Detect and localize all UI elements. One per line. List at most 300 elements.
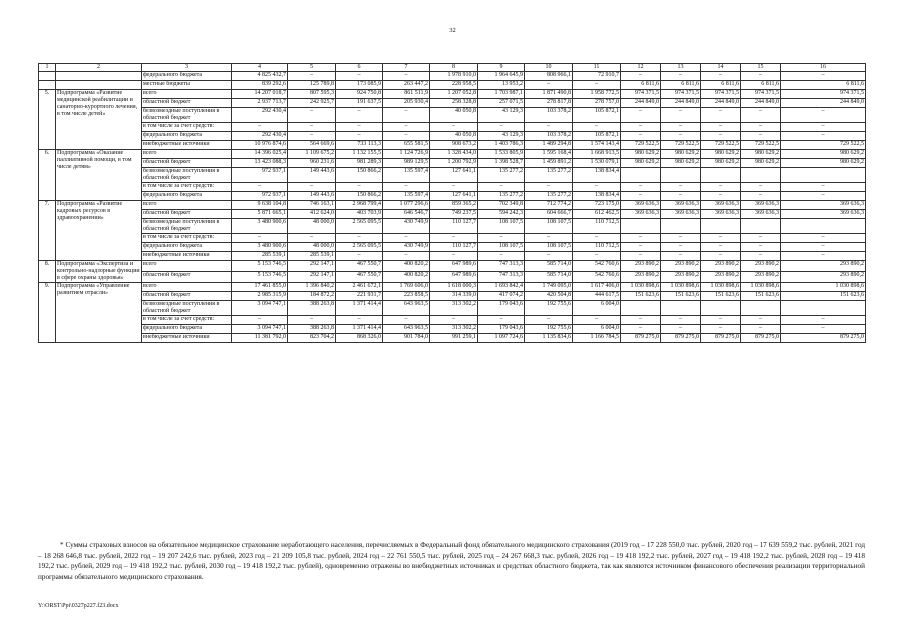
value-cell: 868 326,0 — [336, 334, 383, 343]
value-cell: 564 669,6 — [288, 141, 336, 150]
value-cell: – — [661, 132, 701, 141]
value-cell: 110 127,7 — [430, 219, 478, 234]
value-cell: – — [621, 123, 661, 132]
column-number: 11 — [573, 64, 621, 72]
value-cell: 135 597,4 — [383, 168, 430, 183]
value-cell: – — [573, 81, 621, 90]
value-cell: 369 636,3 — [661, 210, 701, 219]
value-cell: – — [430, 123, 478, 132]
value-cell: 723 175,0 — [573, 201, 621, 210]
value-cell: – — [621, 183, 661, 192]
value-cell: – — [701, 123, 741, 132]
value-cell: 369 636,3 — [741, 201, 781, 210]
subprogram-name-cell: Подпрограмма «Управление развитием отрасли» — [56, 283, 142, 343]
value-cell: – — [288, 72, 336, 81]
value-cell: 612 462,5 — [573, 210, 621, 219]
value-cell: 1 693 842,4 — [478, 283, 525, 292]
value-cell: 1 749 095,0 — [525, 283, 573, 292]
value-cell: 980 629,2 — [661, 150, 701, 159]
value-cell: 974 371,5 — [701, 90, 741, 99]
value-cell: 1 574 143,4 — [573, 141, 621, 150]
value-cell: 879 275,0 — [661, 334, 701, 343]
value-cell: 1 124 726,9 — [383, 150, 430, 159]
value-cell: 981 289,3 — [336, 159, 383, 168]
source-cell: федерального бюджета — [142, 132, 232, 141]
column-number: 10 — [525, 64, 573, 72]
value-cell: 980 629,2 — [781, 150, 866, 159]
value-cell: – — [336, 108, 383, 123]
value-cell: 125 789,8 — [288, 81, 336, 90]
value-cell: – — [701, 234, 741, 243]
value-cell: 293 890,2 — [781, 272, 866, 283]
value-cell: 747 313,3 — [478, 261, 525, 272]
value-cell: 285 539,1 — [288, 252, 336, 261]
value-cell: 9 638 104,8 — [232, 201, 288, 210]
value-cell: – — [661, 252, 701, 261]
value-cell: 293 890,2 — [701, 272, 741, 283]
value-cell: 879 275,0 — [781, 334, 866, 343]
value-cell: 108 107,5 — [478, 219, 525, 234]
value-cell: 205 930,4 — [383, 99, 430, 108]
subprogram-name-cell — [56, 81, 142, 90]
table-row — [39, 81, 866, 90]
row-number-cell: 6. — [39, 150, 56, 201]
value-cell: 444 617,5 — [573, 292, 621, 301]
value-cell: 729 522,5 — [781, 141, 866, 150]
value-cell: 749 237,5 — [430, 210, 478, 219]
value-cell: – — [336, 183, 383, 192]
source-cell: безвозмездные поступления в областной бюджет — [142, 219, 232, 234]
value-cell: 1 617 406,0 — [573, 283, 621, 292]
value-cell: 4 825 432,7 — [232, 72, 288, 81]
value-cell — [701, 168, 741, 183]
column-number: 16 — [781, 64, 866, 72]
value-cell: – — [621, 108, 661, 123]
value-cell: 244 849,0 — [661, 99, 701, 108]
value-cell: – — [525, 252, 573, 261]
value-cell: – — [383, 234, 430, 243]
value-cell: – — [383, 183, 430, 192]
table-row — [39, 150, 866, 159]
source-cell: в том числе за счет средств: — [142, 183, 232, 192]
value-cell: 40 050,8 — [430, 132, 478, 141]
value-cell: – — [701, 316, 741, 325]
value-cell: 1 109 675,2 — [288, 150, 336, 159]
value-cell: 293 890,2 — [741, 272, 781, 283]
value-cell: 1 618 000,3 — [430, 283, 478, 292]
value-cell: 135 597,4 — [383, 192, 430, 201]
value-cell: 388 263,8 — [288, 301, 336, 316]
value-cell: 149 443,6 — [288, 168, 336, 183]
value-cell: 467 550,7 — [336, 272, 383, 283]
source-cell: областной бюджет — [142, 272, 232, 283]
value-cell: 11 381 792,0 — [232, 334, 288, 343]
value-cell: – — [383, 123, 430, 132]
value-cell: – — [741, 192, 781, 201]
value-cell: – — [781, 252, 866, 261]
value-cell: 292 430,4 — [232, 132, 288, 141]
row-number-cell: 5. — [39, 90, 56, 150]
value-cell: 1 403 786,3 — [478, 141, 525, 150]
value-cell: 192 755,6 — [525, 325, 573, 334]
column-number: 7 — [383, 64, 430, 72]
row-number-cell — [39, 72, 56, 81]
table-row — [39, 316, 866, 325]
value-cell: 1 030 898,6 — [781, 283, 866, 292]
value-cell: – — [288, 234, 336, 243]
source-cell: местные бюджеты — [142, 81, 232, 90]
value-cell: 1 396 840,2 — [288, 283, 336, 292]
value-cell: 729 522,5 — [701, 141, 741, 150]
column-number: 14 — [701, 64, 741, 72]
value-cell: 179 043,6 — [478, 301, 525, 316]
value-cell: 173 085,9 — [336, 81, 383, 90]
value-cell: 839 292,6 — [232, 81, 288, 90]
value-cell: 48 000,0 — [288, 219, 336, 234]
value-cell: 223 858,5 — [383, 292, 430, 301]
source-cell: областной бюджет — [142, 99, 232, 108]
value-cell: 861 511,9 — [383, 90, 430, 99]
table-row — [39, 141, 866, 150]
value-cell: 14 207 018,7 — [232, 90, 288, 99]
value-cell: 1 978 910,0 — [430, 72, 478, 81]
source-cell: областной бюджет — [142, 292, 232, 301]
value-cell: 313 302,2 — [430, 301, 478, 316]
value-cell: 989 129,5 — [383, 159, 430, 168]
value-cell: 2 937 713,7 — [232, 99, 288, 108]
table-row — [39, 192, 866, 201]
value-cell: 1 200 792,9 — [430, 159, 478, 168]
value-cell: 467 550,7 — [336, 261, 383, 272]
value-cell: – — [701, 252, 741, 261]
source-cell: федерального бюджета — [142, 72, 232, 81]
value-cell: 746 163,1 — [288, 201, 336, 210]
value-cell: – — [661, 108, 701, 123]
source-cell: в том числе за счет средств: — [142, 316, 232, 325]
footnote: * Суммы страховых взносов на обязательное медицинское страхование неработающего населения, перечисляемых в Федеральный фонд обязательного медицинского страхования (2019 год – 17 228 550,0 тыс. рублей, 2020 год – 17 639 559,2 тыс. рублей, 2021 год – 18 268 646,8 тыс. рублей, 2022 год – 19 207 242,6 тыс. рублей, 2023 год – 21 209 105,8 тыс. рублей, 2024 год – 22 761 550,5 тыс. рублей, 2025 год – 24 267 668,3 тыс. рублей, 2026 год – 19 418 192,2 тыс. рублей, 2027 год – 19 418 192,2 тыс. рублей, 2028 год – 19 418 192,2 тыс. рублей, 2029 год – 19 418 192,2 тыс. рублей, 2030 год – 19 418 192,2 тыс. рублей), одновременно отражены во внебюджетных источниках и средствах областного бюджета, так как являются источником финансового обеспечения реализации территориальной программы обязательного медицинского страхования. — [38, 541, 865, 581]
value-cell: – — [336, 72, 383, 81]
subprogram-name-cell: Подпрограмма «Экспертиза и контрольно-надзорные функции в сфере охраны здоровья» — [57, 261, 140, 281]
value-cell: – — [478, 316, 525, 325]
subprogram-name-cell: Подпрограмма «Развитие кадровых ресурсов в здравоохранении» — [56, 201, 142, 261]
value-cell: – — [701, 325, 741, 334]
value-cell: 1 135 834,6 — [525, 334, 573, 343]
subprogram-name-cell: Подпрограмма «Развитие медицинской реабилитации и санаторно-курортного лечения, в том числе детей» — [56, 90, 142, 150]
value-cell: – — [781, 243, 866, 252]
value-cell — [701, 219, 741, 234]
value-cell: – — [701, 132, 741, 141]
value-cell: 257 071,5 — [478, 99, 525, 108]
value-cell: 388 263,8 — [288, 325, 336, 334]
value-cell: 110 712,5 — [573, 219, 621, 234]
value-cell: 369 636,3 — [621, 210, 661, 219]
value-cell: 369 636,3 — [661, 201, 701, 210]
table-row — [39, 132, 866, 141]
value-cell — [661, 301, 701, 316]
value-cell: – — [573, 123, 621, 132]
table-row — [39, 219, 866, 234]
value-cell: 980 629,2 — [781, 159, 866, 168]
value-cell: – — [741, 72, 781, 81]
value-cell: – — [741, 132, 781, 141]
value-cell: – — [701, 192, 741, 201]
value-cell: 3 094 747,1 — [232, 301, 288, 316]
value-cell: – — [661, 192, 701, 201]
value-cell: 604 666,7 — [525, 210, 573, 219]
table-row — [39, 168, 866, 183]
value-cell: – — [478, 234, 525, 243]
table-row — [39, 234, 866, 243]
value-cell — [701, 301, 741, 316]
value-cell: 5 871 665,1 — [232, 210, 288, 219]
value-cell: – — [573, 252, 621, 261]
value-cell: – — [383, 316, 430, 325]
value-cell: 13 423 088,3 — [232, 159, 288, 168]
value-cell: – — [781, 123, 866, 132]
value-cell: – — [741, 108, 781, 123]
value-cell: 974 371,5 — [621, 90, 661, 99]
source-cell: безвозмездные поступления в областной бюджет — [142, 168, 232, 183]
value-cell: 135 277,2 — [478, 192, 525, 201]
table-row — [39, 201, 866, 210]
value-cell: 179 043,6 — [478, 325, 525, 334]
value-cell: – — [701, 183, 741, 192]
value-cell: 980 629,2 — [621, 150, 661, 159]
value-cell: 980 629,2 — [701, 159, 741, 168]
value-cell: – — [336, 123, 383, 132]
page-number: 32 — [449, 27, 456, 34]
value-cell: – — [336, 132, 383, 141]
value-cell: 733 113,3 — [336, 141, 383, 150]
value-cell: 184 872,2 — [288, 292, 336, 301]
value-cell: 1 207 052,8 — [430, 90, 478, 99]
table-row — [39, 243, 866, 252]
value-cell: 10 976 874,6 — [232, 141, 288, 150]
value-cell: – — [525, 234, 573, 243]
value-cell: 729 522,5 — [661, 141, 701, 150]
value-cell: 244 849,0 — [741, 99, 781, 108]
value-cell: – — [525, 123, 573, 132]
row-number-cell: 7. — [39, 201, 56, 261]
value-cell: 646 546,7 — [383, 210, 430, 219]
source-cell: безвозмездные поступления в областной бюджет — [142, 108, 232, 123]
value-cell: 974 371,5 — [781, 90, 866, 99]
value-cell: – — [573, 234, 621, 243]
source-cell: областной бюджет — [142, 210, 232, 219]
value-cell: 228 958,5 — [430, 81, 478, 90]
value-cell: – — [288, 183, 336, 192]
value-cell: 43 129,3 — [478, 132, 525, 141]
value-cell: – — [232, 123, 288, 132]
value-cell: 1 459 891,2 — [525, 159, 573, 168]
value-cell: – — [781, 192, 866, 201]
column-number: 13 — [661, 64, 701, 72]
source-cell: федерального бюджета — [142, 192, 232, 201]
value-cell: 585 714,0 — [525, 272, 573, 283]
value-cell: 1 030 898,6 — [661, 283, 701, 292]
value-cell — [621, 168, 661, 183]
value-cell: – — [741, 243, 781, 252]
value-cell: 712 774,2 — [525, 201, 573, 210]
value-cell: 430 749,9 — [383, 219, 430, 234]
source-cell: всего — [142, 150, 232, 159]
value-cell: – — [661, 72, 701, 81]
value-cell: 2 461 672,1 — [336, 283, 383, 292]
value-cell: 960 231,6 — [288, 159, 336, 168]
value-cell: 400 820,2 — [383, 261, 430, 272]
column-number: 5 — [288, 64, 336, 72]
file-path: Y:\ORST\Ppi\0327p227.f23.docx — [38, 603, 119, 609]
value-cell: 400 820,2 — [383, 272, 430, 283]
value-cell: 14 396 025,4 — [232, 150, 288, 159]
value-cell: 293 890,2 — [621, 272, 661, 283]
table-row — [39, 261, 866, 272]
value-cell: 6 004,0 — [573, 301, 621, 316]
value-cell: – — [478, 123, 525, 132]
value-cell: – — [336, 234, 383, 243]
value-cell — [781, 168, 866, 183]
value-cell: 292 147,1 — [288, 272, 336, 283]
value-cell: 6 811,6 — [741, 81, 781, 90]
value-cell: – — [383, 252, 430, 261]
value-cell: – — [661, 183, 701, 192]
value-cell: – — [288, 132, 336, 141]
value-cell: 293 890,2 — [701, 261, 741, 272]
value-cell: – — [701, 108, 741, 123]
value-cell: 110 127,7 — [430, 243, 478, 252]
value-cell: – — [621, 132, 661, 141]
value-cell: – — [478, 183, 525, 192]
value-cell: 980 629,2 — [701, 150, 741, 159]
value-cell: 1 166 784,5 — [573, 334, 621, 343]
value-cell: 647 989,6 — [430, 261, 478, 272]
value-cell: 149 443,6 — [288, 192, 336, 201]
value-cell — [621, 219, 661, 234]
value-cell: 293 890,2 — [781, 261, 866, 272]
table-row — [39, 108, 866, 123]
value-cell: 1 371 414,4 — [336, 301, 383, 316]
value-cell: 974 371,5 — [661, 90, 701, 99]
value-cell: – — [661, 325, 701, 334]
value-cell: 127 641,1 — [430, 192, 478, 201]
source-cell: в том числе за счет средств: — [142, 234, 232, 243]
column-number-row — [39, 64, 866, 72]
source-cell: всего — [142, 201, 232, 210]
value-cell: 138 834,4 — [573, 192, 621, 201]
value-cell: 412 624,0 — [288, 210, 336, 219]
value-cell: – — [781, 234, 866, 243]
value-cell: 48 000,0 — [288, 243, 336, 252]
value-cell: 278 757,0 — [573, 99, 621, 108]
value-cell: 150 866,2 — [336, 192, 383, 201]
column-number: 1 — [39, 64, 56, 72]
value-cell: – — [621, 72, 661, 81]
value-cell: 1 668 913,5 — [573, 150, 621, 159]
value-cell: 293 890,2 — [661, 272, 701, 283]
value-cell: 293 890,2 — [741, 261, 781, 272]
column-number: 2 — [56, 64, 142, 72]
value-cell: 1 595 168,4 — [525, 150, 573, 159]
column-number: 3 — [142, 64, 232, 72]
value-cell: – — [232, 316, 288, 325]
table-row — [39, 183, 866, 192]
row-number-cell: 9. — [39, 283, 56, 343]
value-cell: – — [661, 316, 701, 325]
source-cell: всего — [142, 90, 232, 99]
value-cell: 258 328,8 — [430, 99, 478, 108]
table-row — [39, 159, 866, 168]
value-cell: 6 811,6 — [621, 81, 661, 90]
value-cell: 1 030 898,6 — [741, 283, 781, 292]
table-row — [39, 210, 866, 219]
value-cell: 980 629,2 — [741, 159, 781, 168]
value-cell: 151 623,6 — [661, 292, 701, 301]
source-cell: всего — [142, 283, 232, 292]
column-number: 4 — [232, 64, 288, 72]
value-cell: 6 811,6 — [781, 81, 866, 90]
value-cell: – — [621, 252, 661, 261]
value-cell: 1 489 294,8 — [525, 141, 573, 150]
source-cell: внебюджетные источники — [142, 252, 232, 261]
column-number: 15 — [741, 64, 781, 72]
value-cell: 2 968 799,4 — [336, 201, 383, 210]
value-cell: 879 275,0 — [701, 334, 741, 343]
value-cell: – — [741, 316, 781, 325]
value-cell: – — [621, 243, 661, 252]
value-cell: 859 365,2 — [430, 201, 478, 210]
value-cell: – — [232, 234, 288, 243]
value-cell: 135 277,2 — [478, 168, 525, 183]
column-number: 12 — [621, 64, 661, 72]
source-cell: всего — [142, 261, 232, 272]
value-cell: 1 328 434,0 — [430, 150, 478, 159]
value-cell: – — [525, 316, 573, 325]
value-cell: 244 849,0 — [701, 99, 741, 108]
value-cell: 278 817,8 — [525, 99, 573, 108]
value-cell: – — [781, 325, 866, 334]
value-cell: 1 030 898,6 — [701, 283, 741, 292]
column-number: 6 — [336, 64, 383, 72]
value-cell: 542 760,6 — [573, 272, 621, 283]
value-cell: – — [621, 325, 661, 334]
value-cell: – — [741, 234, 781, 243]
value-cell: 103 378,2 — [525, 108, 573, 123]
table-row — [39, 325, 866, 334]
value-cell: 1 077 296,6 — [383, 201, 430, 210]
value-cell: 1 530 079,1 — [573, 159, 621, 168]
value-cell: 974 371,5 — [741, 90, 781, 99]
value-cell: 192 755,6 — [525, 301, 573, 316]
value-cell: – — [741, 325, 781, 334]
value-cell: – — [781, 72, 866, 81]
value-cell: 135 277,2 — [525, 192, 573, 201]
value-cell: 5 153 746,5 — [232, 272, 288, 283]
value-cell: – — [781, 316, 866, 325]
value-cell: 420 504,8 — [525, 292, 573, 301]
value-cell: 991 259,1 — [430, 334, 478, 343]
table-row — [39, 123, 866, 132]
value-cell: 244 849,0 — [621, 99, 661, 108]
value-cell: 105 872,1 — [573, 132, 621, 141]
value-cell: – — [573, 183, 621, 192]
table-row — [39, 72, 866, 81]
value-cell: – — [525, 81, 573, 90]
value-cell: 293 890,2 — [661, 261, 701, 272]
value-cell: 369 636,3 — [701, 201, 741, 210]
table-row — [39, 99, 866, 108]
value-cell: 151 623,6 — [741, 292, 781, 301]
value-cell: 105 872,1 — [573, 108, 621, 123]
